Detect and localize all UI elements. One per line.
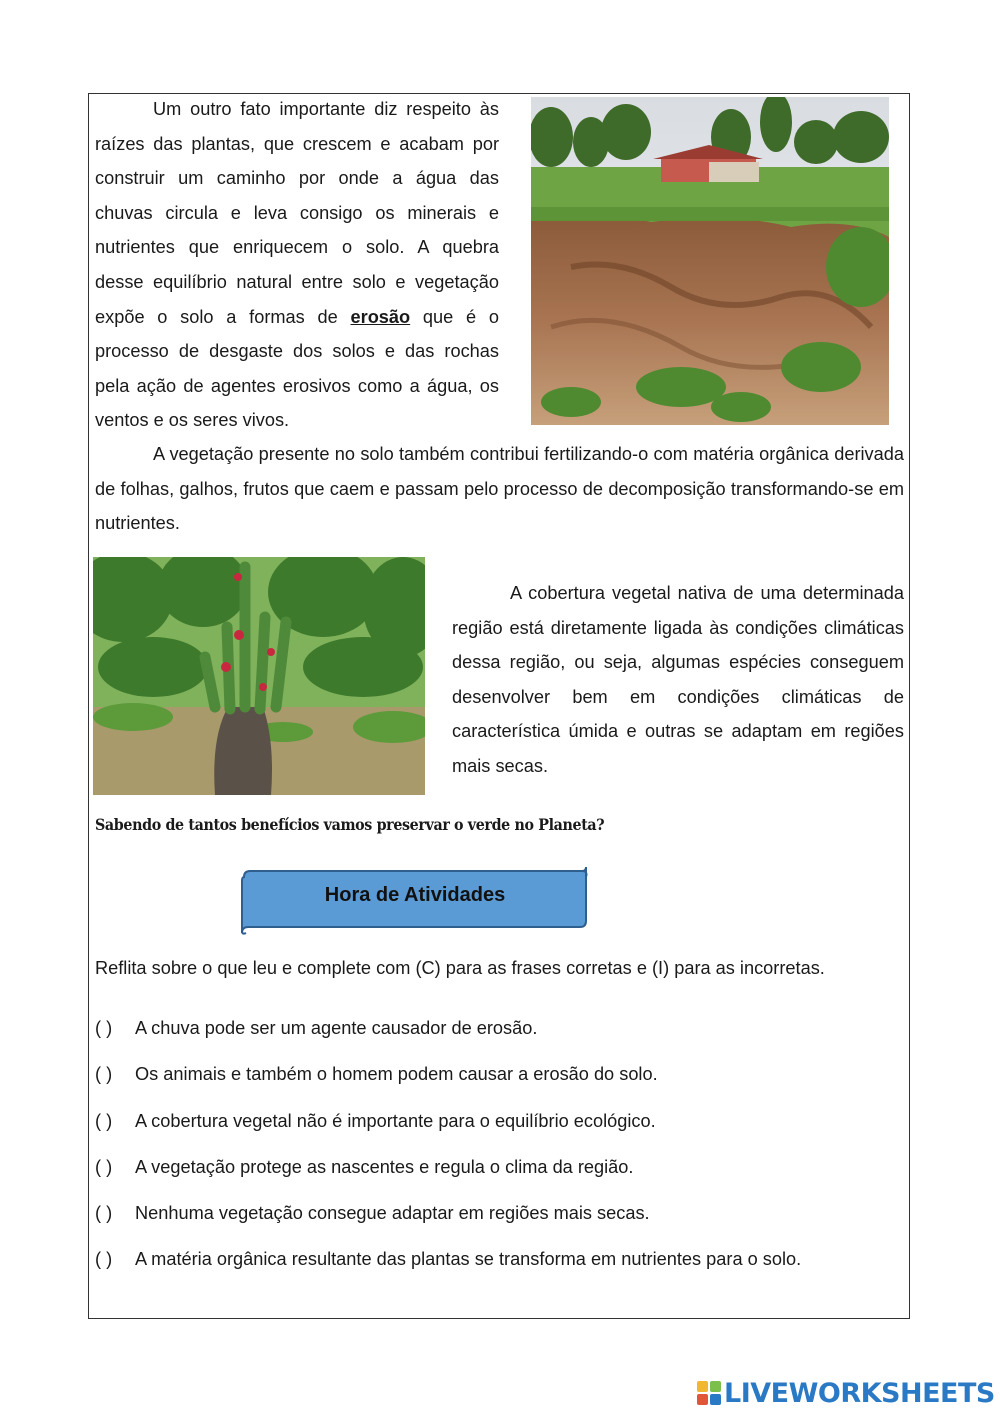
paragraph-vegetation (95, 437, 904, 541)
answer-statement: Os animais e também o homem podem causar a erosão do solo. (135, 1064, 658, 1085)
liveworksheets-wordmark: LIVEWORKSHEETS (724, 1377, 995, 1409)
answer-blank[interactable]: ( ) (95, 1203, 113, 1224)
answer-blank[interactable]: ( ) (95, 1064, 113, 1085)
answer-blank[interactable]: ( ) (95, 1110, 113, 1131)
liveworksheets-logo-icon (697, 1381, 721, 1405)
paragraph-roots-part2: que é o processo de desgaste dos solos e das rochas pela ação de agentes erosivos como a água, os ventos e os seres vivos. (95, 306, 500, 431)
paragraph-roots-part1: Um outro fato importante diz respeito às raízes das plantas, que crescem e acabam por construir um caminho por onde a água das chuvas circula e leva consigo os minerais e nutrientes que enriquecem o solo. A quebra desse equilíbrio natural entre solo e vegetação expõe o solo a formas de (95, 99, 499, 327)
answer-statement: A vegetação protege as nascentes e regula o clima da região. (135, 1156, 634, 1177)
answer-blank[interactable]: ( ) (95, 1249, 113, 1270)
paragraph-vegetation-text: A vegetação presente no solo também contribui fertilizando-o com matéria orgânica derivada de folhas, galhos, frutos que caem e passam pelo processo de decomposição transformando-se em nutrientes. (95, 444, 904, 534)
paragraph-roots (95, 92, 499, 438)
activity-instruction: Reflita sobre o que leu e complete com (C) para as frases corretas e (I) para as incorretas. (95, 958, 825, 978)
cactus-photo (93, 557, 425, 795)
answer-item (95, 1247, 801, 1293)
answer-statement: A matéria orgânica resultante das plantas se transforma em nutrientes para o solo. (135, 1249, 802, 1270)
answer-statement: A cobertura vegetal não é importante para o equilíbrio ecológico. (135, 1110, 656, 1131)
answer-statement: Nenhuma vegetação consegue adaptar em regiões mais secas. (135, 1203, 650, 1224)
answer-statement: A chuva pode ser um agente causador de erosão. (135, 1018, 538, 1038)
question-title: Sabendo de tantos benefícios vamos preservar o verde no Planeta? (95, 815, 605, 834)
keyword-erosao: erosão (350, 306, 411, 327)
answer-item (95, 1016, 801, 1062)
erosion-photo (531, 97, 889, 425)
activity-banner-label: Hora de Atividades (324, 884, 506, 906)
answer-blank[interactable]: ( ) (95, 1018, 113, 1038)
paragraph-native-cover (452, 576, 904, 784)
answer-item (95, 1155, 801, 1201)
liveworksheets-brand[interactable] (697, 1378, 995, 1408)
answer-item (95, 1109, 801, 1155)
paragraph-native-cover-text: A cobertura vegetal nativa de uma determinada região está diretamente ligada às condições climáticas dessa região, ou seja, algumas espécies conseguem desenvolver bem em condições climáticas de característica úmida e outras se adaptam em regiões mais secas. (452, 583, 904, 776)
answer-list (95, 1016, 801, 1294)
answer-item (95, 1062, 801, 1108)
answer-item (95, 1201, 801, 1247)
answer-blank[interactable]: ( ) (95, 1156, 113, 1177)
